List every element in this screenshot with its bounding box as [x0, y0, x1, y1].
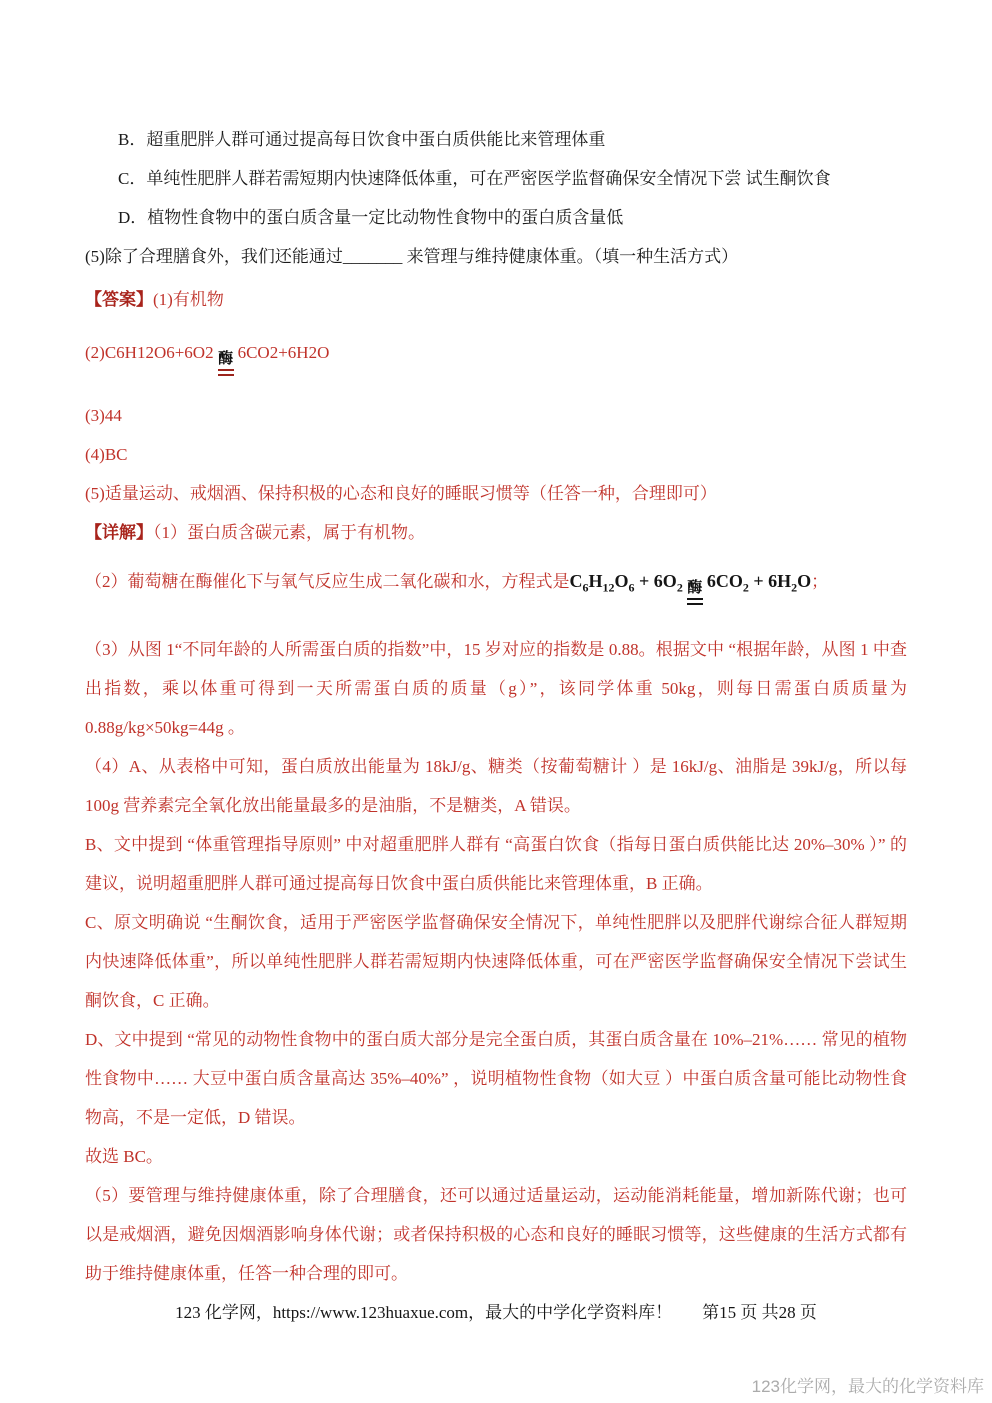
chemical-formula-left: $C_6H_{12}O_6 + 6O_2$	[569, 571, 683, 595]
answer-line-1	[85, 280, 907, 319]
explanation-p4c: C、原文明确说 “生酮饮食，适用于严密医学监督确保安全情况下，单纯性肥胖以及肥胖代谢综合征人群短期内快速降低体重”，所以单纯性肥胖人群若需短期内快速降低体重，可在严密医学监督确保安全情况下尝试生酮饮食，C 正确。	[85, 913, 907, 1010]
equals-sign	[218, 369, 234, 376]
page-footer	[85, 1293, 907, 1332]
site-info: 123 化学网，https://www.123huaxue.com，最大的中学化学资料库！	[175, 1303, 673, 1322]
answer-line-4: (4)BC	[85, 445, 128, 464]
equals-sign-2	[687, 598, 703, 605]
choice-option-c: C．单纯性肥胖人群若需短期内快速降低体重，可在严密医学监督确保安全情况下尝 试生酮饮食	[118, 169, 831, 188]
explanation-p5: （5）要管理与维持健康体重，除了合理膳食，还可以通过适量运动，运动能消耗能量，增加新陈代谢；也可以是戒烟酒，避免因烟酒影响身体代谢；或者保持积极的心态和良好的睡眠习惯等，这些健康的生活方式都有助于维持健康体重，任答一种合理的即可。	[85, 1186, 907, 1283]
watermark: 123化学网，最大的化学资料库	[751, 1377, 984, 1396]
explanation-conclusion: 故选 BC。	[85, 1147, 163, 1166]
enzyme-label: 酶	[218, 351, 234, 367]
explanation-label: 【详解】	[85, 523, 153, 542]
answer-1-text: (1)有机物	[153, 290, 224, 309]
explanation-p1	[85, 513, 907, 552]
explanation-p3: （3）从图 1“不同年龄的人所需蛋白质的指数”中，15 岁对应的指数是 0.88。根据文中 “根据年龄，从图 1 中查出指数，乘以体重可得到一天所需蛋白质的质量（g）”，该同学体重 50kg，则每日需蛋白质质量为 0.88g/kg×50kg=44g 。	[85, 640, 907, 737]
page-content	[85, 120, 907, 1332]
page-number: 第15 页 共28 页	[702, 1303, 817, 1322]
answer-line-3: (3)44	[85, 406, 122, 425]
choice-option-b: B．超重肥胖人群可通过提高每日饮食中蛋白质供能比来管理体重	[118, 130, 606, 149]
equation-right: 6CO2+6H2O	[237, 343, 330, 362]
explanation-p1-text: （1）蛋白质含碳元素，属于有机物。	[153, 523, 425, 542]
enzyme-condition-stack	[218, 352, 234, 376]
answer-line-5: (5)适量运动、戒烟酒、保持积极的心态和良好的睡眠习惯等（任答一种，合理即可）	[85, 484, 717, 503]
answer-label: 【答案】	[85, 290, 153, 309]
explanation-p2-end: ；	[811, 572, 829, 591]
question-5-line: (5)除了合理膳食外，我们还能通过_______ 来管理与维持健康体重。（填一种生活方式）	[85, 247, 739, 266]
equation-left: (2)C6H12O6+6O2	[85, 343, 214, 362]
enzyme-condition-stack-2	[687, 581, 703, 605]
explanation-p2	[85, 552, 907, 630]
explanation-p4d: D、文中提到 “常见的动物性食物中的蛋白质大部分是完全蛋白质，其蛋白质含量在 10%–21%…… 常见的植物性食物中…… 大豆中蛋白质含量高达 35%–40%” ，说明植物性食物（如大豆 ）中蛋白质含量可能比动物性食物高，不是一定低，D 错误。	[85, 1030, 907, 1127]
answer-line-2-equation	[85, 319, 907, 396]
chemical-formula-right: $6CO_2 + 6H_2O$	[706, 571, 812, 595]
explanation-p4b: B、文中提到 “体重管理指导原则” 中对超重肥胖人群有 “高蛋白饮食（指每日蛋白质供能比达 20%–30% ）” 的建议，说明超重肥胖人群可通过提高每日饮食中蛋白质供能比来管理体重，B 正确。	[85, 835, 907, 893]
explanation-p4a: （4）A、从表格中可知，蛋白质放出能量为 18kJ/g、糖类（按葡萄糖计 ）是 16kJ/g、油脂是 39kJ/g，所以每 100g 营养素完全氧化放出能量最多的是油脂，不是糖类，A 错误。	[85, 757, 907, 815]
choice-option-d: D．植物性食物中的蛋白质含量一定比动物性食物中的蛋白质含量低	[118, 208, 624, 227]
enzyme-label-2: 酶	[687, 580, 703, 596]
explanation-p2-text: （2）葡萄糖在酶催化下与氧气反应生成二氧化碳和水，方程式是	[85, 572, 570, 591]
